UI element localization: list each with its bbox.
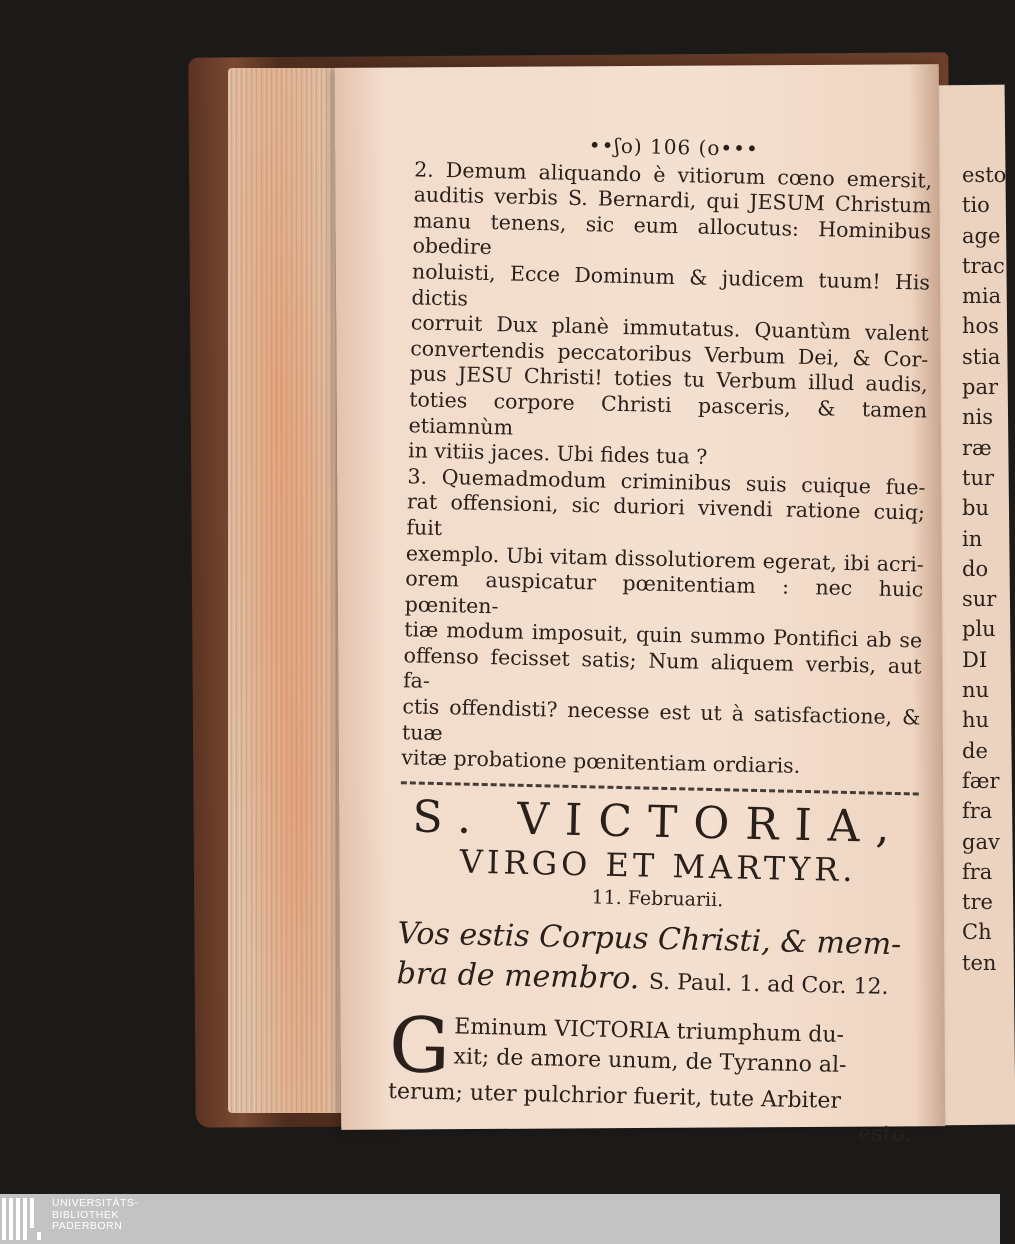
- facing-page-fragment: tur: [962, 465, 995, 490]
- page-edges: [228, 68, 348, 1113]
- facing-page-fragment: par: [962, 375, 999, 400]
- verse-reference: S. Paul. 1. ad Cor. 12.: [648, 969, 889, 1000]
- saint-subtitle: VIRGO ET MARTYR.: [459, 842, 857, 890]
- text-line: 3. Quemadmodum criminibus suis cuique fue-: [407, 464, 926, 500]
- facing-page-fragment: fær: [962, 768, 1000, 793]
- text-line: vitæ probatione pœnitentiam ordiaris.: [401, 745, 801, 779]
- paragraph-2: [408, 157, 933, 475]
- text-line: exemplo. Ubi vitam dissolutiorem egerat, ibi acri-: [405, 540, 925, 577]
- facing-page-fragment: nis: [962, 405, 994, 430]
- facing-page-fragment: hos: [962, 314, 999, 339]
- library-logo-text: [52, 1198, 138, 1233]
- page-text: [387, 129, 933, 1150]
- text-line: convertendis peccatoribus Verbum Dei, & Cor-: [410, 336, 929, 372]
- book-page: [335, 64, 945, 1148]
- logo-line: BIBLIOTHEK: [52, 1208, 119, 1221]
- facing-page-fragment: DI: [962, 647, 988, 672]
- text-line: noluisti, Ecce Dominum & judicem tuum! His dictis: [411, 259, 931, 311]
- facing-page-text: [962, 160, 1007, 978]
- body-paragraph: [387, 999, 914, 1150]
- facing-page-fragment: age: [962, 223, 1001, 248]
- library-logo-icon: [2, 1198, 46, 1240]
- facing-page-fragment: de: [962, 738, 988, 763]
- facing-page-fragment: mia: [962, 284, 1002, 309]
- page-header: ••ʃo) 106 (o•••: [588, 133, 760, 161]
- logo-line: UNIVERSITÄTS-: [52, 1197, 139, 1209]
- facing-page-fragment: esto: [962, 163, 1007, 187]
- library-footer: [0, 1194, 1000, 1244]
- text-line: tiæ modum imposuit, quin summo Pontifici ab se: [403, 617, 923, 653]
- text-line: toties corpore Christi pasceris, & tamen etiamnùm: [408, 387, 928, 440]
- text-line: auditis verbis S. Bernardi, qui JESUM Christum: [413, 182, 932, 218]
- verse-line: Vos estis Corpus Christi, & mem-: [397, 916, 902, 963]
- facing-page-fragment: ten: [962, 950, 997, 975]
- facing-page-fragment: in: [962, 526, 983, 551]
- text-line: ctis offendisti? necesse est ut à satisfactione, & tuæ: [401, 694, 921, 745]
- facing-page-fragment: fra: [962, 799, 993, 824]
- paragraph-3: [401, 464, 926, 782]
- facing-page-fragment: tre: [962, 890, 993, 915]
- facing-page-fragment: fra: [962, 859, 993, 884]
- facing-page-fragment: sur: [962, 587, 997, 612]
- logo-line: PADERBORN: [52, 1220, 123, 1232]
- facing-page-fragment: bu: [962, 496, 989, 521]
- facing-page-fragment: ræ: [962, 435, 992, 460]
- scripture-verse: [396, 914, 916, 1008]
- text-line: manu tenens, sic eum allocutus: Hominibus obedire: [412, 208, 932, 260]
- text-line: 2. Demum aliquando è vitiorum cœno emersit,: [414, 156, 933, 193]
- facing-page-fragment: hu: [962, 708, 990, 733]
- facing-page-fragment: plu: [962, 617, 996, 642]
- text-line: orem auspicatur pœnitentiam : nec huic pœniten-: [404, 566, 924, 618]
- feast-date: 11. Februarii.: [591, 886, 724, 912]
- catchword: esto.: [858, 1121, 912, 1148]
- text-line: xit; de amore unum, de Tyranno al-: [453, 1044, 847, 1078]
- text-line: rat offensioni, sic duriori vivendi ratione cuiq; fuit: [406, 489, 926, 540]
- facing-page-fragment: nu: [962, 678, 990, 703]
- text-line: pus JESU Christi! toties tu Verbum illud audis,: [409, 361, 928, 397]
- facing-page-fragment: gav: [962, 829, 1000, 854]
- facing-page-fragment: tio: [962, 193, 990, 218]
- text-line: corruit Dux planè immutatus. Quantùm valent: [410, 310, 930, 346]
- text-line: in vitiis jaces. Ubi fides tua ?: [407, 438, 708, 469]
- text-line: offenso fecisset satis; Num aliquem verbis, aut fa-: [402, 643, 922, 694]
- facing-page-fragment: Ch: [962, 920, 992, 945]
- facing-page-fragment: trac: [962, 253, 1005, 278]
- facing-page-fragment: stia: [962, 344, 1001, 369]
- verse-text: bra de membro.: [396, 956, 640, 997]
- saint-title: S. VICTORIA,: [412, 791, 907, 854]
- text-line: Eminum VICTORIA triumphum du-: [454, 1014, 845, 1048]
- facing-page-fragment: do: [962, 556, 989, 581]
- drop-capital: G: [388, 999, 451, 1091]
- text-line: terum; uter pulchrior fuerit, tute Arbiter: [387, 1078, 842, 1114]
